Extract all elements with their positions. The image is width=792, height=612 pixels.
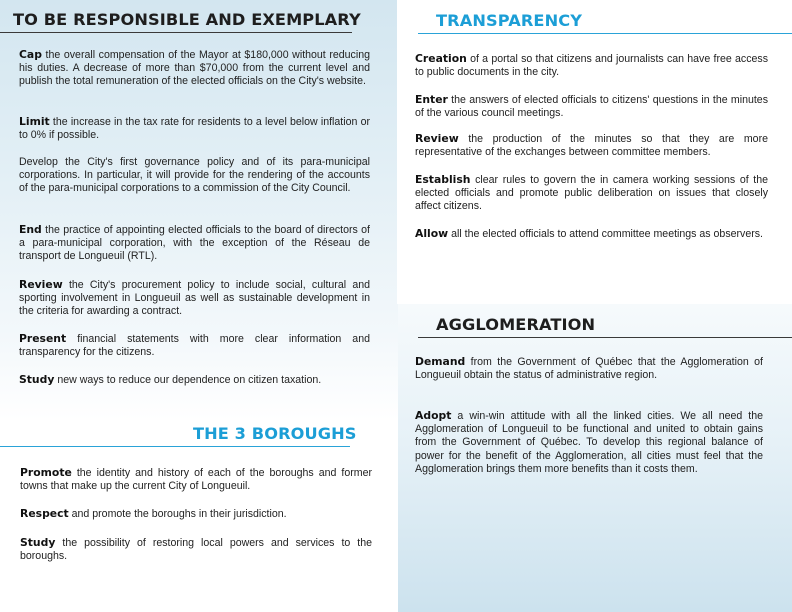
list-item: Respect and promote the boroughs in their jurisdiction. — [20, 507, 287, 520]
list-item: Creation of a portal so that citizens and journalists can have free access to public documents in the city. — [415, 52, 768, 79]
list-item: Establish clear rules to govern the in camera working sessions of the elected officials and promote public deliberation on issues that closely affect citizens. — [415, 173, 768, 213]
list-item: Limit the increase in the tax rate for residents to a level below inflation or to 0% if possible. — [19, 115, 370, 142]
list-item: Adopt a win-win attitude with all the linked cities. We all need the Agglomeration of Longueuil to be functional and united to obtain gains from the Government of Québec. To develop this regional balance of power for the benefit of the Agglomeration, all cities must feel that the Agglomeration brings them more benefits than it costs them. — [415, 409, 763, 475]
list-item: Promote the identity and history of each of the boroughs and former towns that make up the current City of Longueuil. — [20, 466, 372, 493]
list-item: Study the possibility of restoring local powers and services to the boroughs. — [20, 536, 373, 563]
column-divider — [397, 0, 399, 304]
section-title-agglomeration: AGGLOMERATION — [436, 315, 596, 334]
list-item: End the practice of appointing elected officials to the board of directors of a para-municipal corporation, with the exception of the Réseau de transport de Longueuil (RTL). — [19, 223, 370, 263]
title-underline — [418, 33, 792, 34]
section-title-boroughs: THE 3 BOROUGHS — [193, 424, 357, 443]
list-item: Review the production of the minutes so that they are more representative of the exchanges between committee members. — [415, 132, 768, 159]
list-item: Study new ways to reduce our dependence on citizen taxation. — [19, 373, 322, 386]
list-item: Enter the answers of elected officials to citizens' questions in the minutes of the various council meetings. — [415, 93, 768, 120]
section-title-transparency: TRANSPARENCY — [436, 11, 583, 30]
list-item: Allow all the elected officials to attend committee meetings as observers. — [415, 227, 763, 240]
list-item: Present financial statements with more clear information and transparency for the citizens. — [19, 332, 370, 359]
list-item: Review the City's procurement policy to include social, cultural and sporting involvement in Longueuil as well as sustainable development in the criteria for awarding a contract. — [19, 278, 370, 318]
list-item: Cap the overall compensation of the Mayor at $180,000 without reducing his duties. A decrease of more than $70,000 from the current level and publish the total remuneration of the elected officials on the City's website. — [19, 48, 370, 88]
title-underline — [418, 337, 792, 338]
title-underline — [0, 32, 352, 33]
list-item: Develop the City's first governance policy and of its para-municipal corporations. In particular, it will provide for the rendering of the accounts of the para-municipal corporations to a commission of the City Council. — [19, 156, 370, 195]
list-item: Demand from the Government of Québec that the Agglomeration of Longueuil obtain the status of administrative region. — [415, 355, 763, 382]
section-title-responsible: TO BE RESPONSIBLE AND EXEMPLARY — [13, 10, 361, 29]
title-underline — [0, 446, 350, 447]
